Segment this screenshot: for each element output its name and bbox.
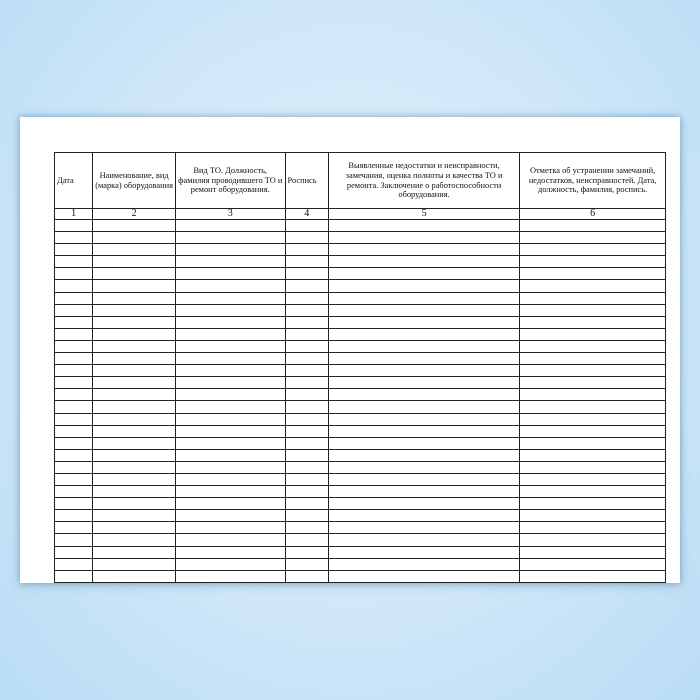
table-cell [93, 425, 176, 437]
table-cell [520, 437, 666, 449]
table-row [55, 328, 666, 340]
table-cell [55, 461, 93, 473]
table-cell [520, 461, 666, 473]
table-cell [55, 256, 93, 268]
table-cell [93, 220, 176, 232]
table-cell [175, 340, 285, 352]
table-cell [520, 377, 666, 389]
table-cell [175, 522, 285, 534]
table-cell [55, 546, 93, 558]
table-cell [520, 256, 666, 268]
table-row [55, 437, 666, 449]
table-cell [55, 220, 93, 232]
table-row [55, 486, 666, 498]
table-cell [175, 280, 285, 292]
table-cell [175, 268, 285, 280]
table-cell [285, 377, 328, 389]
table-cell [285, 461, 328, 473]
table-row [55, 570, 666, 582]
table-cell [93, 353, 176, 365]
table-row [55, 534, 666, 546]
table-cell [93, 570, 176, 582]
table-row [55, 461, 666, 473]
table-cell [55, 280, 93, 292]
table-cell [520, 546, 666, 558]
table-cell [93, 340, 176, 352]
table-cell [285, 558, 328, 570]
table-cell [175, 461, 285, 473]
table-cell [328, 353, 519, 365]
table-cell [328, 461, 519, 473]
table-row [55, 401, 666, 413]
table-cell [55, 473, 93, 485]
table-cell [175, 328, 285, 340]
header-row [55, 153, 666, 209]
table-cell [285, 365, 328, 377]
table-cell [520, 449, 666, 461]
table-cell [175, 498, 285, 510]
table-cell [328, 365, 519, 377]
table-cell [285, 546, 328, 558]
table-cell [520, 316, 666, 328]
table-cell [328, 486, 519, 498]
table-cell [285, 534, 328, 546]
table-cell [175, 244, 285, 256]
table-cell [175, 425, 285, 437]
table-cell [520, 425, 666, 437]
table-cell [55, 292, 93, 304]
table-cell [285, 268, 328, 280]
table-cell [93, 413, 176, 425]
table-cell [285, 522, 328, 534]
table-row [55, 413, 666, 425]
table-cell [93, 304, 176, 316]
table-cell [93, 558, 176, 570]
table-cell [175, 292, 285, 304]
column-number: 1 [55, 209, 93, 220]
table-cell [93, 498, 176, 510]
table-cell [175, 510, 285, 522]
table-cell [328, 220, 519, 232]
table-cell [285, 449, 328, 461]
table-cell [175, 401, 285, 413]
table-row [55, 304, 666, 316]
journal-page [20, 117, 680, 583]
table-cell [520, 268, 666, 280]
table-cell [285, 232, 328, 244]
table-cell [328, 546, 519, 558]
table-cell [55, 498, 93, 510]
table-cell [520, 280, 666, 292]
table-cell [55, 401, 93, 413]
table-cell [520, 534, 666, 546]
header-elimination-note: Отметка об устранении замечаний, недостатков, неисправностей. Дата, должность, фамилия, роспись. [520, 153, 666, 209]
table-cell [520, 570, 666, 582]
table-cell [93, 365, 176, 377]
table-cell [285, 280, 328, 292]
table-cell [55, 449, 93, 461]
table-cell [175, 413, 285, 425]
table-cell [520, 389, 666, 401]
table-cell [175, 365, 285, 377]
table-cell [175, 316, 285, 328]
table-cell [520, 304, 666, 316]
table-cell [328, 316, 519, 328]
table-cell [55, 510, 93, 522]
table-cell [93, 522, 176, 534]
table-cell [520, 510, 666, 522]
table-cell [93, 473, 176, 485]
table-cell [93, 461, 176, 473]
table-cell [328, 473, 519, 485]
table-cell [285, 570, 328, 582]
table-row [55, 473, 666, 485]
table-cell [328, 522, 519, 534]
column-number: 6 [520, 209, 666, 220]
table-cell [93, 244, 176, 256]
header-equipment-name: Наименование, вид (марка) оборудования [93, 153, 176, 209]
table-cell [520, 328, 666, 340]
table-cell [55, 328, 93, 340]
table-cell [285, 328, 328, 340]
table-cell [93, 377, 176, 389]
table-cell [175, 232, 285, 244]
header-signature: Роспись [285, 153, 328, 209]
table-row [55, 256, 666, 268]
table-cell [328, 570, 519, 582]
table-cell [285, 256, 328, 268]
table-cell [328, 510, 519, 522]
table-cell [55, 413, 93, 425]
table-cell [520, 244, 666, 256]
table-cell [285, 437, 328, 449]
table-cell [93, 292, 176, 304]
table-cell [175, 558, 285, 570]
table-row [55, 425, 666, 437]
table-cell [520, 473, 666, 485]
table-cell [175, 546, 285, 558]
table-cell [520, 413, 666, 425]
table-cell [328, 449, 519, 461]
table-cell [93, 232, 176, 244]
table-cell [328, 256, 519, 268]
table-cell [175, 304, 285, 316]
table-cell [55, 268, 93, 280]
table-cell [175, 220, 285, 232]
table-cell [93, 534, 176, 546]
table-cell [328, 377, 519, 389]
table-cell [93, 401, 176, 413]
table-cell [175, 377, 285, 389]
table-cell [328, 244, 519, 256]
table-cell [520, 220, 666, 232]
table-cell [328, 413, 519, 425]
table-cell [93, 546, 176, 558]
table-cell [328, 534, 519, 546]
header-date: Дата [55, 153, 93, 209]
column-number: 2 [93, 209, 176, 220]
table-cell [55, 522, 93, 534]
table-row [55, 389, 666, 401]
table-cell [285, 498, 328, 510]
table-row [55, 220, 666, 232]
table-cell [520, 486, 666, 498]
table-cell [55, 232, 93, 244]
table-cell [285, 220, 328, 232]
table-cell [520, 232, 666, 244]
table-cell [328, 437, 519, 449]
table-cell [175, 449, 285, 461]
table-cell [175, 570, 285, 582]
table-cell [93, 268, 176, 280]
table-cell [520, 558, 666, 570]
table-row [55, 546, 666, 558]
table-cell [55, 244, 93, 256]
log-body [55, 220, 666, 583]
table-cell [175, 437, 285, 449]
table-cell [328, 328, 519, 340]
table-cell [55, 570, 93, 582]
table-cell [328, 304, 519, 316]
table-cell [285, 316, 328, 328]
table-cell [55, 486, 93, 498]
table-cell [93, 437, 176, 449]
table-cell [175, 256, 285, 268]
table-row [55, 558, 666, 570]
table-cell [520, 365, 666, 377]
table-cell [175, 389, 285, 401]
table-cell [328, 280, 519, 292]
table-cell [55, 304, 93, 316]
table-cell [93, 486, 176, 498]
table-cell [93, 328, 176, 340]
table-row [55, 449, 666, 461]
table-row [55, 340, 666, 352]
table-cell [55, 425, 93, 437]
table-cell [520, 498, 666, 510]
table-cell [520, 522, 666, 534]
table-cell [520, 353, 666, 365]
table-cell [285, 510, 328, 522]
table-row [55, 232, 666, 244]
maintenance-log-table [54, 152, 666, 583]
table-cell [175, 534, 285, 546]
column-number: 5 [328, 209, 519, 220]
table-cell [285, 304, 328, 316]
table-cell [520, 401, 666, 413]
table-cell [285, 425, 328, 437]
table-cell [328, 268, 519, 280]
table-cell [285, 340, 328, 352]
table-cell [285, 353, 328, 365]
table-row [55, 377, 666, 389]
table-cell [285, 486, 328, 498]
table-cell [328, 232, 519, 244]
table-cell [328, 292, 519, 304]
table-row [55, 365, 666, 377]
table-cell [328, 498, 519, 510]
table-cell [93, 389, 176, 401]
table-cell [285, 413, 328, 425]
table-cell [93, 256, 176, 268]
table-cell [93, 510, 176, 522]
table-cell [328, 425, 519, 437]
table-cell [93, 449, 176, 461]
table-cell [55, 353, 93, 365]
table-cell [285, 292, 328, 304]
table-cell [328, 558, 519, 570]
column-number-row [55, 209, 666, 220]
table-cell [285, 401, 328, 413]
table-cell [55, 316, 93, 328]
table-cell [55, 558, 93, 570]
table-cell [285, 244, 328, 256]
table-cell [55, 534, 93, 546]
table-row [55, 244, 666, 256]
header-defects: Выявленные недостатки и неисправности, замечания, оценка полноты и качества ТО и ремонта. Заключение о работоспособности оборудования. [328, 153, 519, 209]
table-cell [55, 437, 93, 449]
table-cell [55, 377, 93, 389]
table-cell [175, 473, 285, 485]
table-cell [328, 389, 519, 401]
table-row [55, 268, 666, 280]
column-number: 3 [175, 209, 285, 220]
table-cell [55, 340, 93, 352]
table-cell [328, 401, 519, 413]
table-row [55, 498, 666, 510]
table-cell [93, 280, 176, 292]
table-cell [55, 389, 93, 401]
table-row [55, 316, 666, 328]
table-cell [175, 353, 285, 365]
table-cell [175, 486, 285, 498]
table-cell [93, 316, 176, 328]
table-row [55, 522, 666, 534]
table-cell [285, 389, 328, 401]
table-cell [520, 292, 666, 304]
table-row [55, 510, 666, 522]
table-cell [520, 340, 666, 352]
header-maintenance-type: Вид ТО. Должность, фамилия проводившего ТО и ремонт оборудования. [175, 153, 285, 209]
table-cell [328, 340, 519, 352]
table-row [55, 353, 666, 365]
table-row [55, 292, 666, 304]
table-cell [285, 473, 328, 485]
table-row [55, 280, 666, 292]
table-cell [55, 365, 93, 377]
column-number: 4 [285, 209, 328, 220]
